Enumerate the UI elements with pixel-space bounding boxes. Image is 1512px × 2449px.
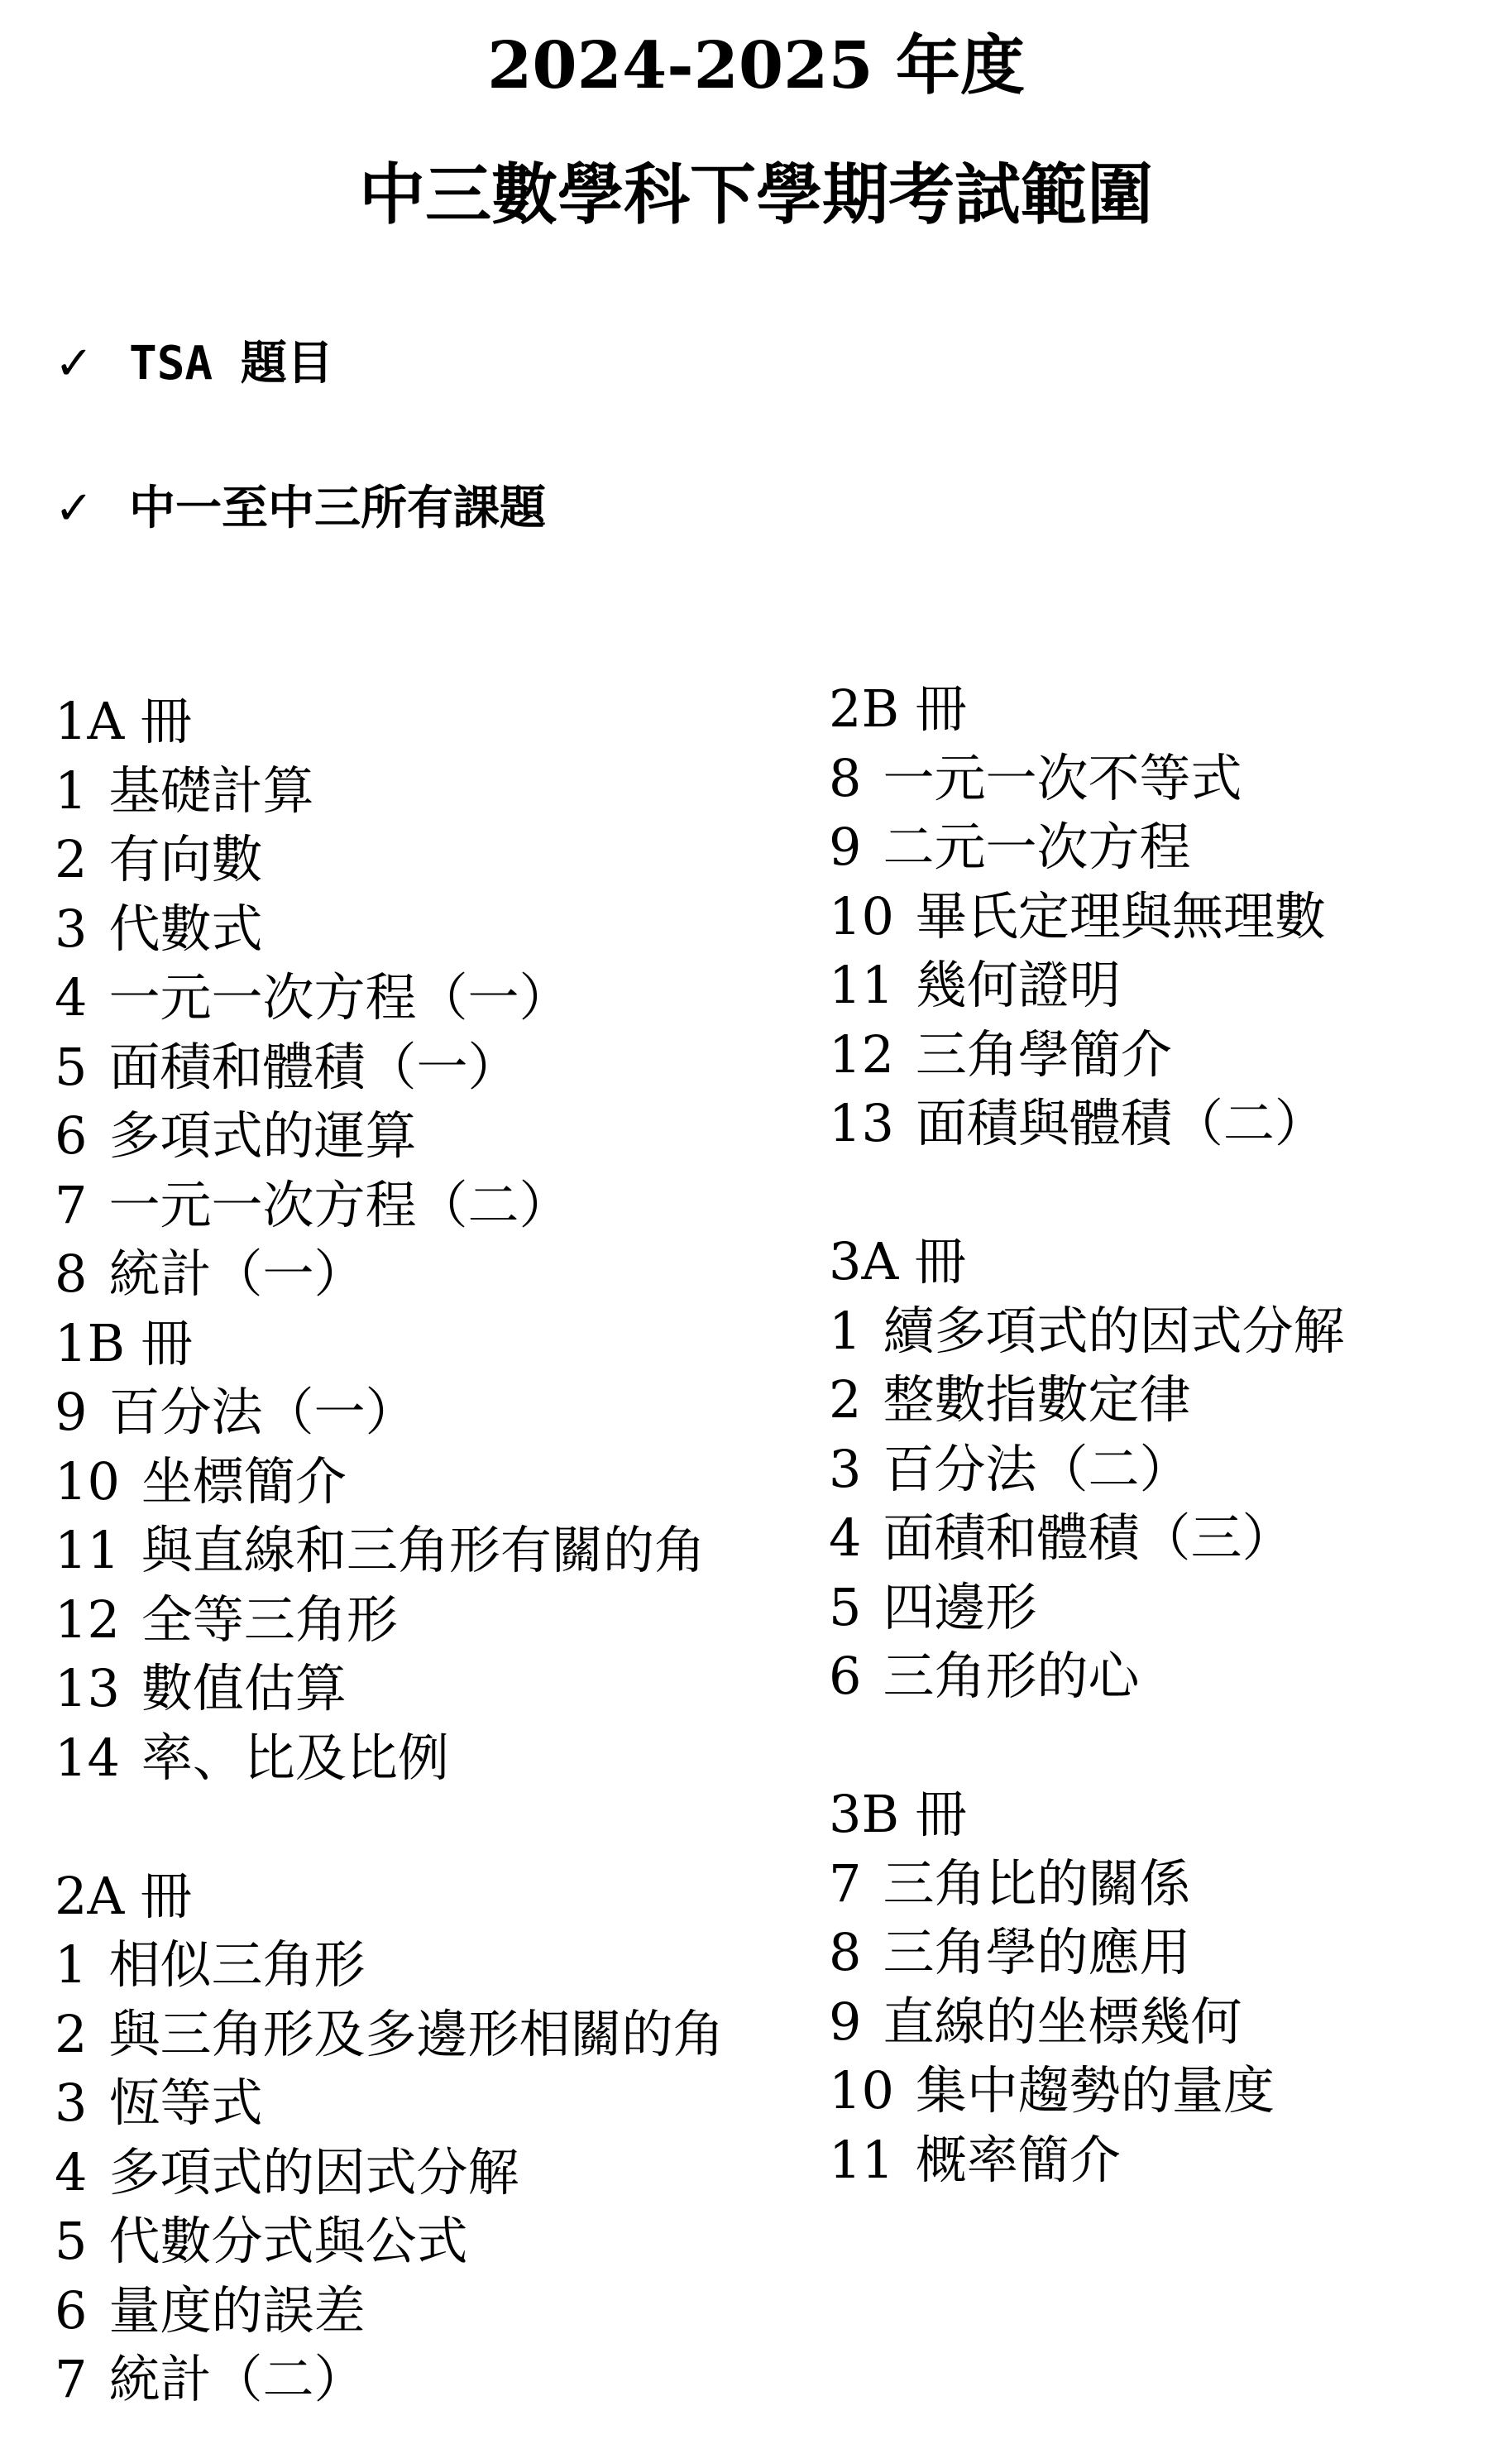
topic-name: 二元一次方程 bbox=[883, 817, 1191, 877]
topic-item bbox=[829, 951, 1490, 1020]
book-3a bbox=[829, 1227, 1490, 1711]
topic-name: 整數指數定律 bbox=[883, 1369, 1191, 1430]
topic-number: 11 bbox=[829, 955, 894, 1015]
topic-item bbox=[829, 882, 1490, 951]
topic-name: 數值估算 bbox=[141, 1658, 347, 1718]
topic-name: 一元一次方程（一） bbox=[108, 967, 571, 1028]
topic-item bbox=[55, 963, 799, 1033]
topic-number: 9 bbox=[829, 817, 862, 877]
book-3b bbox=[829, 1780, 1490, 2194]
topic-number: 10 bbox=[55, 1450, 120, 1512]
topic-item bbox=[829, 1435, 1490, 1504]
topic-number: 3 bbox=[55, 2073, 88, 2133]
topic-number: 14 bbox=[55, 1727, 120, 1788]
topic-number: 2 bbox=[55, 829, 88, 889]
topic-number: 12 bbox=[829, 1023, 894, 1085]
topic-name: 面積和體積（三） bbox=[883, 1507, 1294, 1568]
topic-number: 6 bbox=[55, 1105, 88, 1166]
book-1a bbox=[55, 687, 799, 1309]
topic-item bbox=[55, 1447, 799, 1517]
topic-name: 面積與體積（二） bbox=[915, 1093, 1326, 1153]
topic-item bbox=[829, 1365, 1490, 1435]
topic-number: 7 bbox=[55, 1174, 88, 1235]
topic-number: 8 bbox=[829, 1922, 862, 1982]
topic-number: 7 bbox=[829, 1852, 862, 1914]
topic-name: 續多項式的因式分解 bbox=[883, 1300, 1345, 1361]
topic-item bbox=[55, 2000, 799, 2069]
topic-item bbox=[55, 894, 799, 964]
topic-number: 4 bbox=[55, 2141, 88, 2202]
topic-number: 10 bbox=[829, 2060, 894, 2121]
topic-number: 8 bbox=[829, 747, 862, 808]
topic-number: 13 bbox=[829, 1093, 894, 1153]
topic-number: 3 bbox=[55, 898, 88, 959]
topic-item bbox=[829, 1573, 1490, 1642]
topic-name: 一元一次不等式 bbox=[883, 747, 1242, 808]
book-title: 3A 冊 bbox=[829, 1231, 966, 1292]
book-2b bbox=[829, 674, 1490, 1158]
document-main-title: 中三數學科下學期考試範圍 bbox=[359, 156, 1153, 233]
topic-item bbox=[55, 2207, 799, 2276]
topic-name: 百分法（二） bbox=[883, 1438, 1191, 1499]
topic-item bbox=[829, 1987, 1490, 2057]
topic-number: 5 bbox=[829, 1576, 862, 1637]
topic-name: 代數式 bbox=[108, 898, 263, 959]
book-1b bbox=[55, 1309, 799, 1793]
book-title: 2B 冊 bbox=[829, 678, 967, 739]
topic-name: 相似三角形 bbox=[108, 1934, 366, 1995]
topic-name: 面積和體積（一） bbox=[108, 1036, 519, 1097]
topic-name: 百分法（一） bbox=[108, 1382, 417, 1442]
right-column bbox=[829, 674, 1490, 2194]
topic-number: 5 bbox=[55, 2211, 88, 2271]
topic-name: 率、比及比例 bbox=[141, 1727, 449, 1788]
topic-number: 5 bbox=[55, 1036, 88, 1097]
topic-name: 多項式的運算 bbox=[108, 1105, 417, 1166]
topic-item bbox=[55, 2138, 799, 2207]
checklist-item-all-topics bbox=[55, 480, 546, 538]
section-spacer bbox=[829, 1711, 1490, 1780]
topic-name: 概率簡介 bbox=[915, 2129, 1121, 2190]
topic-number: 13 bbox=[55, 1658, 120, 1718]
topic-item bbox=[55, 756, 799, 826]
left-column bbox=[55, 687, 799, 2414]
topic-number: 4 bbox=[829, 1507, 862, 1568]
topic-name: 全等三角形 bbox=[141, 1589, 398, 1650]
topic-item bbox=[829, 744, 1490, 813]
topic-number: 11 bbox=[55, 1520, 120, 1580]
topic-name: 坐標簡介 bbox=[141, 1450, 347, 1512]
topic-name: 統計（一） bbox=[108, 1244, 366, 1304]
topic-item bbox=[829, 2126, 1490, 2195]
topic-name: 恆等式 bbox=[108, 2073, 263, 2133]
section-spacer bbox=[829, 1158, 1490, 1228]
topic-item bbox=[829, 1296, 1490, 1366]
topic-item bbox=[55, 1239, 799, 1309]
topic-number: 1 bbox=[55, 760, 88, 821]
topic-name: 與直線和三角形有關的角 bbox=[141, 1520, 706, 1580]
topic-item bbox=[829, 1641, 1490, 1711]
topic-item bbox=[829, 1020, 1490, 1090]
topic-name: 三角學簡介 bbox=[915, 1023, 1172, 1085]
topic-item bbox=[55, 2345, 799, 2414]
topic-number: 1 bbox=[55, 1934, 88, 1995]
topic-item bbox=[55, 1171, 799, 1240]
topic-name: 三角形的心 bbox=[883, 1646, 1140, 1706]
topic-name: 三角學的應用 bbox=[883, 1922, 1191, 1982]
topic-item bbox=[829, 1503, 1490, 1573]
topic-name: 一元一次方程（二） bbox=[108, 1174, 571, 1235]
topic-number: 9 bbox=[55, 1382, 88, 1442]
topic-number: 4 bbox=[55, 967, 88, 1028]
topic-name: 幾何證明 bbox=[915, 955, 1121, 1015]
topic-item bbox=[829, 1849, 1490, 1919]
book-title: 1B 冊 bbox=[55, 1312, 193, 1373]
topic-name: 有向數 bbox=[108, 829, 263, 889]
topic-name: 與三角形及多邊形相關的角 bbox=[108, 2003, 725, 2064]
topic-name: 直線的坐標幾何 bbox=[883, 1991, 1242, 2052]
topic-item bbox=[55, 1930, 799, 2000]
topic-number: 1 bbox=[829, 1300, 862, 1361]
topic-number: 9 bbox=[829, 1991, 862, 2052]
topic-item bbox=[55, 825, 799, 894]
topic-number: 8 bbox=[55, 1244, 88, 1304]
topic-number: 2 bbox=[55, 2003, 88, 2064]
document-year-title: 2024-2025 年度 bbox=[487, 28, 1025, 103]
topic-number: 3 bbox=[829, 1438, 862, 1499]
topic-name: 代數分式與公式 bbox=[108, 2211, 468, 2271]
topic-item bbox=[55, 1723, 799, 1793]
topic-item bbox=[55, 1585, 799, 1655]
book-2a bbox=[55, 1862, 799, 2414]
section-spacer bbox=[55, 1792, 799, 1862]
topic-name: 量度的誤差 bbox=[108, 2279, 366, 2341]
book-title: 3B 冊 bbox=[829, 1784, 967, 1844]
topic-name: 統計（二） bbox=[108, 2349, 366, 2409]
topic-item bbox=[55, 1654, 799, 1723]
checklist-item-tsa bbox=[55, 335, 333, 393]
checklist-item-label: TSA 題目 bbox=[129, 337, 333, 391]
checklist-item-label: 中一至中三所有課題 bbox=[129, 482, 546, 535]
book-title: 1A 冊 bbox=[55, 691, 192, 751]
topic-item bbox=[829, 1089, 1490, 1158]
topic-name: 四邊形 bbox=[883, 1576, 1037, 1637]
topic-name: 三角比的關係 bbox=[883, 1852, 1191, 1914]
topic-item bbox=[55, 1033, 799, 1102]
topic-name: 多項式的因式分解 bbox=[108, 2141, 519, 2202]
checkmark-icon: ✓ bbox=[55, 482, 93, 535]
topic-item bbox=[55, 2276, 799, 2346]
topic-name: 畢氏定理與無理數 bbox=[915, 885, 1326, 947]
checkmark-icon: ✓ bbox=[55, 337, 93, 391]
topic-item bbox=[829, 812, 1490, 882]
topic-item bbox=[829, 2056, 1490, 2126]
topic-number: 2 bbox=[829, 1369, 862, 1430]
topic-number: 11 bbox=[829, 2129, 894, 2190]
topic-item bbox=[829, 1918, 1490, 1987]
topic-item bbox=[55, 1378, 799, 1447]
topic-item bbox=[55, 2068, 799, 2138]
topic-number: 6 bbox=[829, 1646, 862, 1706]
topic-item bbox=[55, 1101, 799, 1171]
topic-number: 10 bbox=[829, 885, 894, 947]
topic-number: 7 bbox=[55, 2349, 88, 2409]
book-title: 2A 冊 bbox=[55, 1865, 192, 1926]
topic-item bbox=[55, 1516, 799, 1585]
topic-number: 12 bbox=[55, 1589, 120, 1650]
topic-name: 基礎計算 bbox=[108, 760, 314, 821]
topic-name: 集中趨勢的量度 bbox=[915, 2060, 1275, 2121]
topic-number: 6 bbox=[55, 2279, 88, 2341]
